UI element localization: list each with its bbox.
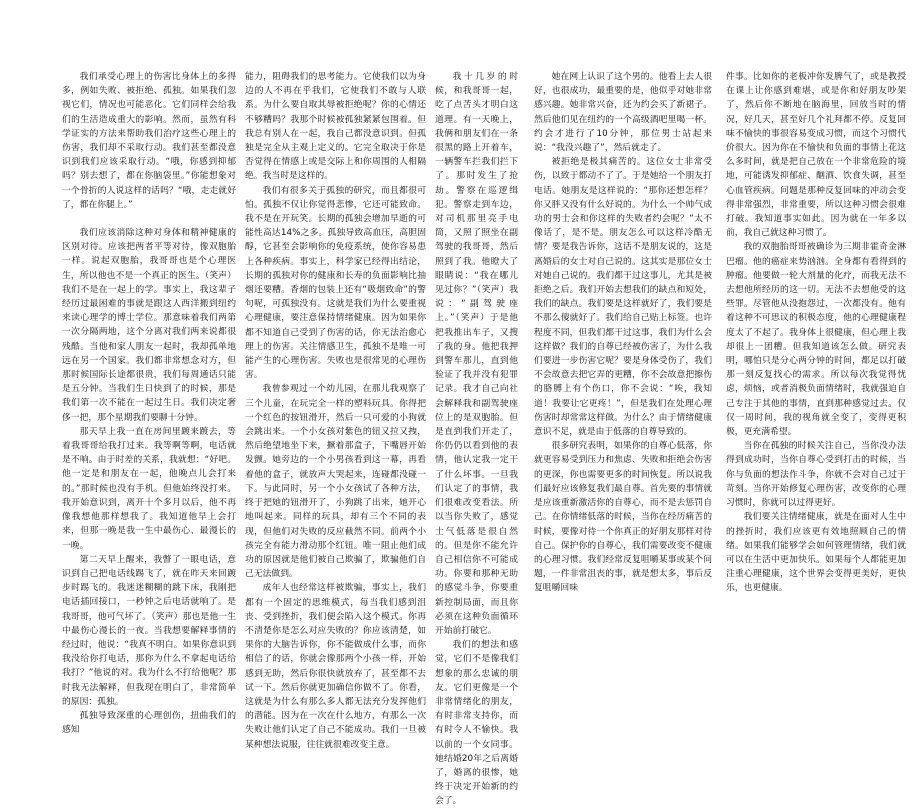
paragraph: 我们承受心理上的伤害比身体上的多得多，例如失败、被拒绝、孤独。如果我们忽视它们，情况也可能恶化。它们同样会给我们的生活造成重大的影响。然而，虽然有科学证实的方法来帮助我们治疗这些心理上的伤害，我们却不采取行动。我们甚至都没意识到我们应该采取行动。“哦，你感到抑郁吗？别去想了，都在你脑袋里。”你能想象对一个骨折的人说这样的话吗？“哦，走走就好了，都在你腿上。” xyxy=(62,72,236,210)
paragraph: 那天早上我一直在房间里踱来踱去，等着我哥哥给我打过来。我等啊等啊，电话就是不响。由于时差的关系，我就想：“好吧。他一定是和朋友在一起，他晚点儿会打来的。”那时候也没有手机。但他始终没打来。我开始意识到，离开十个多月以后，他不再像我想他那样想我了。我知道他早上会打来，但那一晚是我一生中最伤心、最漫长的一晚。 xyxy=(62,426,236,551)
text-column-5 xyxy=(726,70,906,630)
paragraph: 我们的想法和感觉，它们不是像我们想象的那么忠诚的朋友。它们更像是一个非常情绪化的朋友，有时非常支持你，而有时令人不愉快。我以前的一个女同事。她结婚20年之后离婚了，婚离的很惨，她终于决定开始新的约会了。 xyxy=(435,640,518,807)
paragraph: 她在网上认识了这个男的。他看上去人很好，也很成功，最重要的是，他似乎对她非常感兴趣。她非常兴奋，还为约会买了新裙子。然后他们见在纽约的一个高级酒吧里喝一杯。约会才进行了10分钟，那位男士站起来说：“我没兴趣了”，然后就走了。 xyxy=(534,72,712,154)
paragraph: 我们应该消除这种对身体和精神健康的区别对待。应该把两者平等对待，像双胞胎一样。说起双胞胎，我哥哥也是个心理医生，所以他也不是一个真正的医生。（笑声）我们不是在一起上的学。事实上，我这辈子经历过最困难的事就是跟这人西洋搬到纽约来读心理学的博士学位。那意味着我们两第一次分隔两地，这个分离对我们两来说都很残酷。当他和家人朋友一起时，我却孤单地远在另一个国家。我们都非常想念对方，但那时候国际长途都很贵，我们每周通话只能是五分钟。当我们生日快到了的时候，那是我们第一次不能在一起过生日。我们决定奢侈一把，那个星期我们要聊十分钟。 xyxy=(62,228,236,423)
text-column-4 xyxy=(534,70,712,630)
paragraph: 当你在孤独的时候关注自己，当你没办法得到成功时，当你自尊心受到打击的时候，当你与负面的想法作斗争，你就不会对自己过于苛刻。当你开始修复心理伤害，改变你的心理习惯时，你就可以过得更好。 xyxy=(726,441,906,509)
text-column-1 xyxy=(62,70,236,736)
paragraph: 被拒绝是极其痛苦的。这位女士非常受伤，以致于都动不了了。于是她给一个朋友打电话。她朋友是这样说的：“那你还想怎样？你又胖又没有什么好说的。为什么一个帅气成功的男士会和你这样的失败者约会呢？”太不像话了，是不是。朋友怎么可以这样冷酷无情？要是我告诉你，这话不是朋友说的，这是离婚后的女士对自己说的。这其实是那位女士对她自己说的。我们都干过这事儿，尤其是被拒绝之后。我们开始去想我们的缺点和短处，我们的缺点。我们要是这样就好了，我们要是不那么傻就好了。我们给自己贴上标签。也许程度不同，但我们都干过这事，我们为什么会这样做？我们的自尊已经被伤害了，为什么我们要进一步伤害它呢？要是身体受伤了，我们不会故意去把它弄的更糟，你不会故意把擦伤的胳膊上有个伤口，你不会说：“唉，我知道！我要让它更疼！”，但是我们在处理心理伤害时却常常这样做。为什么？由于情绪健康意识不足，就是由于低落的自尊导致的。 xyxy=(534,157,712,438)
paragraph: 孤独导致深重的心理创伤，扭曲我们的感知 xyxy=(62,710,236,736)
paragraph: 能力，阻碍我们的思考能力。它使我们以为身边的人不再在乎我们，它使我们不敢与人联系。为什么要自取其辱被拒绝呢？你的心情还不够糟吗？我那个时候被孤独紧紧包围着。但我总有别人在一起，我自己都没意识到。但孤独是完全从主观上定义的。它完全取决于你是否觉得在情感上或是交际上和你周围的人相隔绝。我当时是这样的。 xyxy=(245,72,426,182)
paragraph: 成年人也经常这样被欺骗，事实上，我们都有一个固定的思维模式，每当我们感到沮丧、受到挫折，我们便会陷入这个模式。你再不清楚你是怎么对应失败的？你应该清楚，如果你的大脑告诉你，你不能做成什么事，而你相信了的话，你就会像那两个小孩一样，开始感到无助，然后你很快就放弃了，甚至都不去试一下。然后你就更加确信你做不了。你看，这就是为什么有那么多人都无法充分发挥他们的潜能。因为在一次在什么地方，有那么一次失败让他们认定了自己不能成功。我们一旦被某种想法说服，往往就很难改变主意。 xyxy=(245,583,426,750)
paragraph: 件事。比如你的老板冲你发脾气了，或是教授在课上让你感到难堪，或是你和好朋友吵架了，然后你不断地在脑海里，回放当时的情况，好几天，甚至好几个礼拜都不停。反复回味不愉快的事很容易变成习惯，而这个习惯代价很大。因为你在不愉快和负面的事情上花这么多时间，就是把自己放在一个非常危险的境地，可能诱发抑郁症、酗酒、饮食失调，甚至心血管疾病。问题是那种反复回味的冲动会变得非常强烈，非常重要，所以这种习惯会很难打破。我知道事实如此。因为就在一年多以前，我自己就这种习惯了。 xyxy=(726,72,906,239)
paragraph: 很多研究表明，如果你的自尊心低落，你就更容易受到压力和焦虑、失败和拒绝会伤害的更深，你也需要更多的时间恢复。所以说我们最好应该修复我们最自尊。首先要的事情就是应该重新激活你的自尊心，而不是去惩罚自己。在你情绪低落的时候，当你在经历痛苦的时候，要像对待一个你真正的好朋友那样对待自己。保护你的自尊心，我们需要改变不健康的心理习惯。我们经常反复咀嚼某事或某个问题，一件非常沮丧的事，就是想太多，事后反复咀嚼回味 xyxy=(534,441,712,594)
text-column-3 xyxy=(435,70,518,807)
paragraph: 我十几岁的时候，和我哥哥一起，吃了点苦头才明白这道理。有一天晚上，我俩和朋友们在一条很黑的路上开着车，一辆警车拦我们拦下了。那时发生了抢劫。警察在巡逻缉犯。警察走到车边，对司机那里亮手电筒，又照了照坐在副驾驶的我哥哥，然后照到了我。他瞪大了眼睛说：“我在哪儿见过你？”（笑声）我说：“副驾驶座上。”（笑声）于是他把我推出车子，又搜了我的身。他把我押到警车那儿，直到他验证了我并没有犯罪记录。我才自己向社会解释我和副驾驶座位上的是双胞胎。但是直到我们开走了，你仍仍以看到他的表情，他认定我一定干了什么坏事。一旦我们认定了的事情，我们很难改变看法。所以当你失败了，感觉士气低落是很自然的。但是你不能允许自己相信你不可能成功。你要和那种无助的感觉斗争，你要重新控制局面，而且你必须在这种负面循环开始前打破它。 xyxy=(435,72,518,636)
text-column-2 xyxy=(245,70,426,750)
paragraph: 我们要关注情绪健康，就是在面对人生中的挫折时，我们应该更有效地照顾自己的情绪。如果我们能够学会如何管理情绪，我们就可以在生活中更加快乐。如果每个人都能更加注重心理健康，这个世界会变得更美好，更快乐，也更健康。 xyxy=(726,512,906,594)
paragraph: 我们有很多关于孤独的研究，而且都很可怕。孤独不仅让你觉得悲惨，它还可能致命。我不是在开玩笑。长期的孤独会增加早逝的可能性高达14%之多。孤独导致高血压，高胆固醇，它甚至会影响你的免疫系统，使你容易患上各种疾病。事实上，科学家已经得出结论，长期的孤独对你的健康和长寿的负面影响比抽烟还要糟。香烟的包装上还有“吸烟致命”的警句呢，可孤独没有。这就是我们为什么要重视心理健康，要注意保持情绪健康。因为如果你都不知道自己受到了伤害的话，你无法治愈心理上的伤害。关注情感卫生，孤独不是唯一可能产生的心理伤害。失败也是很常见的心理伤害。 xyxy=(245,185,426,381)
paragraph: 我的双胞胎哥哥被确诊为三期非霍奇金淋巴瘤。他的癌症来势汹汹。全身都有看得到的肿瘤。他要做一轮大剂量的化疗，而我无法不去想他所经历的这一切。无法不去想他受的这些罪。尽管他从没抱怨过，一次都没有。他有着这种不可思议的积极态度，他的心理健康程度太了不起了。我身体上很健康，但心理上我却很上一团糟。但我知道该怎么做。研究表明，哪怕只是分心两分钟的时间，都足以打破那一刻反复找心的需求。所以每次我觉得忧虑，烦恼，或者消极负面情绪时，我就强迫自己专注于其他的事情，直到那种感觉过去。仅仅一周时间，我的视角就全变了，变得更积极，更充满希望。 xyxy=(726,242,906,438)
paragraph: 第二天早上醒来，我瞥了一眼电话，意识到自己把电话线踢飞了，就在昨天来回踱步时踢飞的。我迷迷糊糊的跳下床，我刚把电话插回接口，一秒钟之后电话就响了。是我哥哥，他可气坏了。（笑声）那也是他一生中最伤心漫长的一夜。当我想要解释事情的经过时，他说：“我真不明白。如果你意识到我没给你打电话，那你为什么不拿起电话给我打？”他说的对。我为什么不打给他呢？那时我无法解释，但我现在明白了，非常简单的原因：孤独。 xyxy=(62,554,236,707)
paragraph: 我曾参观过一个幼儿园，在那儿我观察了三个儿童，在玩完全一样的塑料玩具。你得把一个红色的按钮滑开，然后一只可爱的小狗就会跳出来。一个小女孩对紫色的钮又拉又拽，然后绝望地坐下来，撅着那盒子，下嘴唇开始发颤。她旁边的一个小男孩看到这一幕，再看着他的盒子，就放声大哭起来，连碰都没碰一下。与此同时，另一个小女孩试了各种方法，终于把她的钮滑开了，小狗跳了出来，她开心地叫起来。同样的玩具，却有三个不同的表现，但他们对失败的反应截然不同。前两个小孩完全有能力滑动那个红钮。唯一阻止他们成功的原因就是他们被自己欺骗了，欺骗他们自己无法做到。 xyxy=(245,384,426,580)
